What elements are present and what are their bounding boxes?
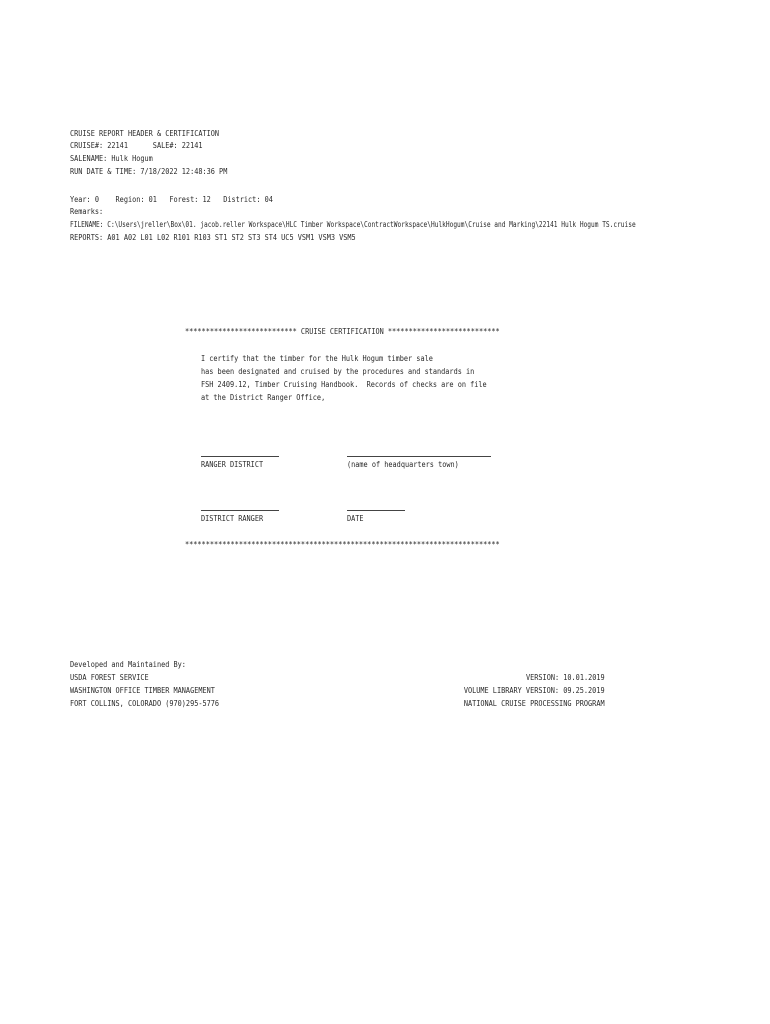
- ranger-district-label: RANGER DISTRICT: [201, 459, 264, 469]
- report-title: CRUISE REPORT HEADER & CERTIFICATION: [70, 128, 220, 138]
- certification-text-line: at the District Ranger Office,: [201, 392, 326, 402]
- certification-banner: *************************** CRUISE CERTIFICATION ***************************: [185, 326, 500, 336]
- headquarters-label: (name of headquarters town): [347, 459, 459, 469]
- org-line: USDA FOREST SERVICE: [70, 672, 149, 682]
- version-line: VOLUME LIBRARY VERSION: 09.25.2019: [464, 685, 605, 695]
- district-ranger-label: DISTRICT RANGER: [201, 513, 264, 523]
- date-signature-line: [347, 510, 405, 511]
- org-line: FORT COLLINS, COLORADO (970)295-5776: [70, 698, 220, 708]
- filename-line: FILENAME: C:\Users\jreller\Box\01. jacob.reller Workspace\HLC Timber Workspace\ContractWorkspace\HulkHogum\Cruise and Marking\22141 Hulk Hogum TS.cruise: [70, 219, 636, 229]
- location-line: Year: 0 Region: 01 Forest: 12 District: 04: [70, 194, 273, 204]
- date-label: DATE: [347, 513, 364, 523]
- ranger-district-signature-line: [201, 456, 279, 457]
- run-date-line: RUN DATE & TIME: 7/18/2022 12:48:36 PM: [70, 166, 228, 176]
- certification-text-line: FSH 2409.12, Timber Cruising Handbook. Records of checks are on file: [201, 379, 487, 389]
- developed-by-label: Developed and Maintained By:: [70, 659, 186, 669]
- remarks-line: Remarks:: [70, 206, 104, 216]
- org-line: WASHINGTON OFFICE TIMBER MANAGEMENT: [70, 685, 215, 695]
- version-line: NATIONAL CRUISE PROCESSING PROGRAM: [464, 698, 605, 708]
- certification-footer-stars: ****************************************************************************: [185, 539, 500, 549]
- reports-line: REPORTS: A01 A02 L01 L02 R101 R103 ST1 ST2 ST3 ST4 UC5 VSM1 VSM3 VSM5: [70, 232, 356, 242]
- certification-text-line: I certify that the timber for the Hulk Hogum timber sale: [201, 353, 433, 363]
- salename-line: SALENAME: Hulk Hogum: [70, 153, 153, 163]
- version-line: VERSION: 10.01.2019: [526, 672, 605, 682]
- headquarters-signature-line: [347, 456, 491, 457]
- certification-text-line: has been designated and cruised by the procedures and standards in: [201, 366, 475, 376]
- cruise-sale-line: CRUISE#: 22141 SALE#: 22141: [70, 140, 203, 150]
- district-ranger-signature-line: [201, 510, 279, 511]
